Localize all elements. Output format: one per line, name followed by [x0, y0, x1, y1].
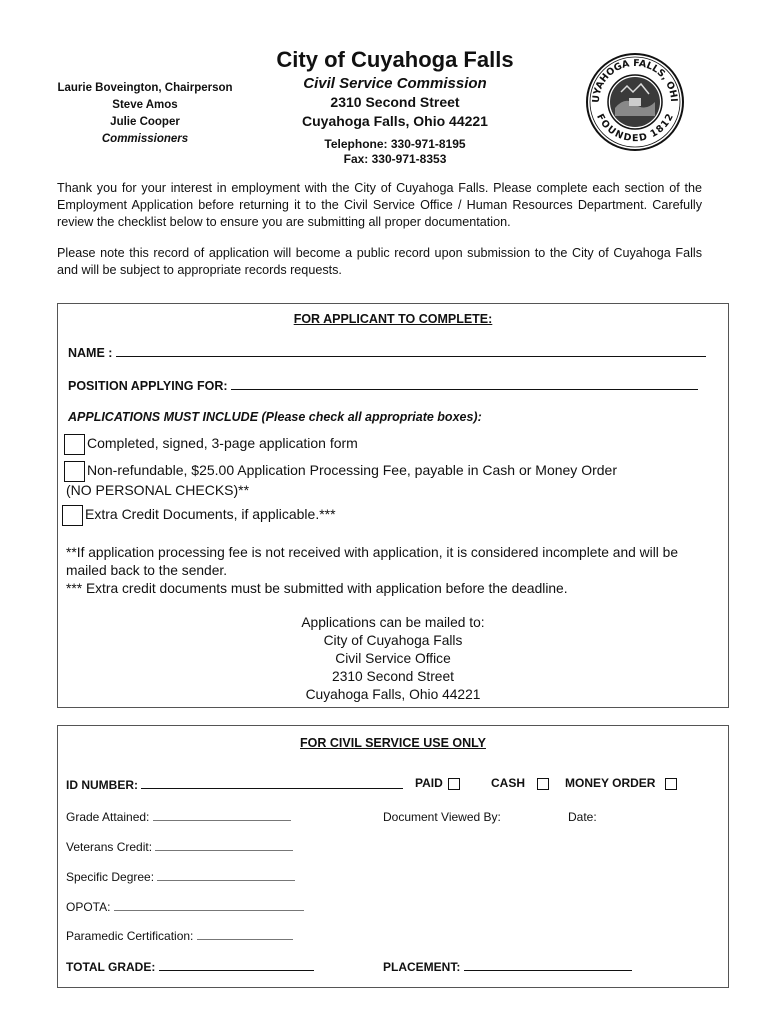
- mail-line-1: City of Cuyahoga Falls: [323, 633, 463, 648]
- fee-note: **If application processing fee is not received with application, it is considered incomplete and will be mailed back to the sender.: [66, 545, 679, 578]
- name-field[interactable]: [116, 344, 706, 357]
- extra-credit-note: *** Extra credit documents must be submitted with application before the deadline.: [66, 581, 568, 596]
- name-row: [68, 344, 718, 360]
- paramedic-row: [66, 929, 293, 943]
- fax: Fax: 330-971-8353: [343, 152, 447, 166]
- checklist-item-3: [62, 505, 336, 526]
- opota-field[interactable]: [114, 900, 304, 911]
- paid-row: [415, 776, 460, 790]
- checklist-item-2-cont: (NO PERSONAL CHECKS)**: [66, 482, 250, 498]
- seal-text-bottom: FOUNDED 1812: [594, 112, 676, 145]
- checkbox-application-form[interactable]: [64, 434, 85, 455]
- commissioner-2: Steve Amos: [112, 99, 178, 111]
- intro-paragraph-1: Thank you for your interest in employment with the City of Cuyahoga Falls. Please complete each section of the Employment Application before returning it to the Civil Service Office / Human Resources Department. Carefully review the checklist below to ensure you are submitting all proper documentation.: [57, 181, 702, 229]
- checklist-label-2: Non-refundable, $25.00 Application Processing Fee, payable in Cash or Money Order: [87, 462, 617, 479]
- telephone: Telephone: 330-971-8195: [324, 137, 466, 151]
- placement-field[interactable]: [464, 958, 632, 971]
- mail-line-4: Cuyahoga Falls, Ohio 44221: [305, 687, 481, 702]
- commissioner-chair: Laurie Boveington, Chairperson: [57, 82, 233, 94]
- name-label: NAME :: [68, 346, 113, 360]
- applicant-section: [57, 303, 729, 708]
- total-grade-label: TOTAL GRADE:: [66, 960, 156, 974]
- checklist-item-1: [64, 434, 358, 455]
- money-order-row: [565, 776, 677, 790]
- total-grade-row: [66, 958, 314, 974]
- position-label: POSITION APPLYING FOR:: [68, 379, 228, 393]
- grade-label: Grade Attained:: [66, 810, 150, 824]
- veterans-field[interactable]: [155, 840, 293, 851]
- commissioner-3: Julie Cooper: [110, 116, 180, 128]
- date-label: Date:: [568, 810, 597, 824]
- opota-row: [66, 900, 304, 914]
- specific-degree-row: [66, 870, 295, 884]
- specific-degree-label: Specific Degree:: [66, 870, 155, 884]
- city-state-zip: Cuyahoga Falls, Ohio 44221: [302, 113, 488, 129]
- mail-line-3: 2310 Second Street: [332, 669, 454, 684]
- civil-service-section: [57, 725, 729, 988]
- position-field[interactable]: [231, 377, 698, 390]
- paid-checkbox[interactable]: [448, 778, 460, 790]
- intro-paragraph-2: Please note this record of application will become a public record upon submission to the City of Cuyahoga Falls and will be subject to appropriate records requests.: [57, 246, 702, 277]
- id-number-label: ID NUMBER:: [66, 778, 138, 792]
- commissioners-block: [30, 80, 260, 148]
- checkbox-processing-fee[interactable]: [64, 461, 85, 482]
- grade-row: [66, 810, 291, 824]
- applicant-section-title: FOR APPLICANT TO COMPLETE:: [293, 312, 493, 326]
- id-number-field[interactable]: [141, 776, 403, 789]
- city-title: City of Cuyahoga Falls: [276, 47, 514, 72]
- mail-title: Applications can be mailed to:: [301, 615, 485, 630]
- cash-checkbox[interactable]: [537, 778, 549, 790]
- total-grade-field[interactable]: [159, 958, 314, 971]
- position-row: [68, 377, 728, 393]
- checkbox-extra-credit[interactable]: [62, 505, 83, 526]
- civil-section-title: FOR CIVIL SERVICE USE ONLY: [300, 736, 486, 750]
- id-number-row: [66, 776, 403, 792]
- mailing-address: [58, 614, 728, 704]
- mail-line-2: Civil Service Office: [335, 651, 451, 666]
- paramedic-field[interactable]: [197, 929, 293, 940]
- opota-label: OPOTA:: [66, 900, 111, 914]
- veterans-row: [66, 840, 293, 854]
- seal-text-top: UYAHOGA FALLS, OHI: [590, 57, 680, 104]
- checklist-label-3: Extra Credit Documents, if applicable.***: [85, 506, 336, 523]
- veterans-label: Veterans Credit:: [66, 840, 153, 854]
- paramedic-label: Paramedic Certification:: [66, 929, 194, 943]
- city-seal-icon: [585, 52, 685, 152]
- commission-name: Civil Service Commission: [303, 75, 487, 92]
- doc-viewed-label: Document Viewed By:: [383, 810, 501, 824]
- money-order-label: MONEY ORDER: [565, 776, 656, 790]
- commissioners-label: Commissioners: [101, 133, 189, 145]
- checklist-item-2: [64, 461, 617, 482]
- intro-text: [57, 180, 702, 293]
- placement-label: PLACEMENT:: [383, 960, 461, 974]
- placement-row: [383, 958, 632, 974]
- specific-degree-field[interactable]: [157, 870, 295, 881]
- grade-field[interactable]: [153, 810, 291, 821]
- money-order-checkbox[interactable]: [665, 778, 677, 790]
- must-include-heading: APPLICATIONS MUST INCLUDE (Please check all appropriate boxes):: [68, 410, 482, 424]
- street-address: 2310 Second Street: [330, 94, 460, 110]
- checklist-label-1: Completed, signed, 3-page application form: [87, 435, 358, 452]
- cash-label: CASH: [491, 776, 526, 790]
- cash-row: [491, 776, 549, 790]
- letterhead: [240, 46, 550, 167]
- paid-label: PAID: [415, 776, 443, 790]
